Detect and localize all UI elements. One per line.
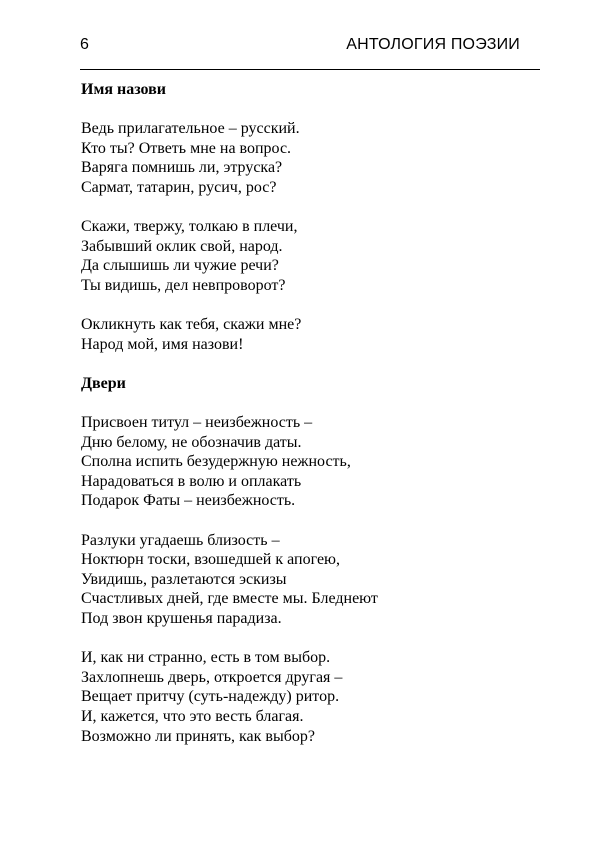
verse-line: Народ мой, имя назови! bbox=[81, 335, 244, 353]
verse-line: Под звон крушенья парадиза. bbox=[81, 610, 282, 628]
verse-line: Ты видишь, дел невпроворот? bbox=[81, 276, 286, 294]
stanza bbox=[81, 531, 531, 629]
verse-line: Нарадоваться в волю и оплакать bbox=[81, 472, 302, 490]
verse-line: Ноктюрн тоски, взошедшей к апогею, bbox=[81, 551, 340, 569]
stanza bbox=[81, 119, 531, 197]
verse-line: Ведь прилагательное – русский. bbox=[81, 120, 300, 138]
verse-line: Варяга помнишь ли, этруска? bbox=[81, 159, 283, 177]
verse-line: И, как ни странно, есть в том выбор. bbox=[81, 649, 331, 667]
verse-line: Подарок Фаты – неизбежность. bbox=[81, 492, 296, 510]
verse-line: Захлопнешь дверь, откроется другая – bbox=[81, 668, 343, 686]
verse-line: Дню белому, не обозначив даты. bbox=[81, 433, 302, 451]
page-number: 6 bbox=[80, 36, 89, 53]
page-content bbox=[81, 80, 531, 746]
verse-line: Вещает притчу (суть-надежду) ритор. bbox=[81, 688, 340, 706]
running-title: АНТОЛОГИЯ ПОЭЗИИ bbox=[346, 36, 520, 53]
poem-title: Имя назови bbox=[81, 81, 167, 98]
verse-line: Окликнуть как тебя, скажи мне? bbox=[81, 316, 302, 334]
poem-title: Двери bbox=[81, 374, 126, 392]
verse-line: Забывший оклик свой, народ. bbox=[81, 237, 283, 255]
verse-line: И, кажется, что это весть благая. bbox=[81, 708, 304, 725]
verse-line: Кто ты? Ответь мне на вопрос. bbox=[81, 139, 292, 157]
header-rule bbox=[80, 69, 540, 70]
verse-line: Возможно ли принять, как выбор? bbox=[81, 727, 315, 745]
stanza bbox=[81, 217, 531, 295]
page-header bbox=[80, 36, 540, 60]
poem bbox=[81, 80, 531, 374]
verse-line: Разлуки угадаешь близость – bbox=[81, 531, 280, 549]
stanza bbox=[81, 648, 531, 746]
poem bbox=[81, 374, 531, 746]
verse-line: Счастливых дней, где вместе мы. Бледнеют bbox=[81, 590, 378, 608]
stanza bbox=[81, 315, 531, 354]
verse-line: Сармат, татарин, русич, рос? bbox=[81, 178, 277, 196]
verse-line: Да слышишь ли чужие речи? bbox=[81, 257, 279, 275]
verse-line: Скажи, твержу, толкаю в плечи, bbox=[81, 218, 298, 236]
verse-line: Присвоен титул – неизбежность – bbox=[81, 414, 313, 432]
verse-line: Сполна испить безудержную нежность, bbox=[81, 453, 351, 471]
stanza bbox=[81, 413, 531, 511]
verse-line: Увидишь, разлетаются эскизы bbox=[81, 570, 287, 588]
